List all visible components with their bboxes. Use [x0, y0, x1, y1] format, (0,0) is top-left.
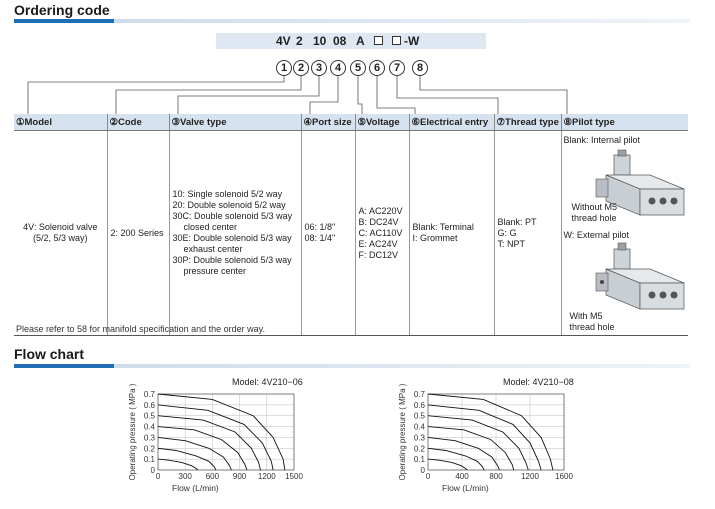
marker-2: 2	[293, 60, 309, 76]
marker-7: 7	[389, 60, 405, 76]
x-tick-label: 1500	[285, 472, 303, 481]
valve-line: closed center	[183, 222, 238, 232]
thread-line: G: G	[497, 227, 517, 238]
marker-1: 1	[276, 60, 292, 76]
electrical-line: I: Grommet	[412, 233, 458, 243]
code-part-voltage: A	[356, 34, 365, 48]
y-tick-label: 0.1	[413, 455, 425, 465]
series-line-0.7	[158, 394, 285, 470]
code-line: 2: 200 Series	[110, 227, 164, 238]
y-tick-label: 0.6	[413, 400, 425, 410]
valve-line: 10: Single solenoid 5/2 way	[172, 189, 283, 199]
x-tick-label: 1200	[257, 472, 276, 481]
voltage-line: F: DC12V	[358, 249, 399, 260]
y-tick-label: 0.3	[413, 433, 425, 443]
voltage-line: B: DC24V	[358, 216, 399, 227]
pilot-external-note	[570, 311, 615, 333]
pilot-external-note-line: thread hole	[569, 322, 615, 332]
marker-8: 8	[412, 60, 428, 76]
series-line-0.3	[428, 437, 499, 470]
code-part-series: 4V	[276, 34, 291, 48]
connector-lines	[0, 0, 715, 130]
code-part-pilot: -W	[404, 34, 420, 48]
cell-pilot-type	[561, 131, 688, 336]
port-line: 08: 1/4"	[304, 233, 336, 243]
cell-valve-type	[169, 131, 301, 336]
cell-electrical-entry	[409, 131, 494, 336]
x-tick-label: 1600	[555, 472, 573, 481]
header-thread-type: ⑦Thread type	[494, 114, 561, 131]
code-part-code: 2	[296, 34, 303, 48]
flow-chart-underline	[14, 364, 690, 368]
y-tick-label: 0.2	[143, 444, 155, 454]
flow-chart-4v210-06	[120, 374, 310, 498]
series-line-0.7	[428, 394, 553, 470]
pilot-external-note-line: With M5	[569, 311, 603, 321]
x-tick-label: 900	[232, 472, 247, 481]
model-line: (5/2, 5/3 way)	[32, 233, 88, 243]
thread-line: Blank: PT	[497, 216, 537, 227]
series-line-0.1	[428, 459, 467, 470]
plot-frame	[158, 394, 294, 470]
header-electrical-entry: ⑥Electrical entry	[409, 114, 494, 131]
electrical-line: Blank: Terminal	[412, 222, 474, 232]
marker-6: 6	[369, 60, 385, 76]
marker-3: 3	[311, 60, 327, 76]
chart-2-title: Model: 4V210−08	[503, 377, 574, 387]
header-valve-type: ③Valve type	[169, 114, 301, 131]
pilot-internal-note	[572, 202, 618, 224]
voltage-line: C: AC110V	[358, 227, 403, 238]
x-tick-label: 600	[205, 472, 220, 481]
header-port-size: ④Port size	[301, 114, 355, 131]
flow-chart-4v210-08	[390, 374, 580, 498]
pilot-external-label: W: External pilot	[563, 230, 629, 240]
ordering-code-title: Ordering code	[14, 2, 110, 18]
y-tick-label: 0.3	[143, 433, 155, 443]
manifold-note: Please refer to 58 for manifold specification and the order way.	[16, 324, 265, 334]
valve-line: 30C: Double solenoid 5/3 way	[172, 211, 293, 221]
y-tick-label: 0.6	[143, 400, 155, 410]
valve-line: 30P: Double solenoid 5/3 way	[172, 255, 292, 265]
y-axis-label: Operating pressure ( MPa )	[398, 383, 407, 481]
y-tick-label: 0.2	[413, 444, 425, 454]
external-pilot-valve-image	[590, 241, 687, 321]
series-line-0.3	[158, 437, 231, 470]
header-model: ①Model	[14, 114, 107, 131]
valve-line: 30E: Double solenoid 5/3 way	[172, 233, 292, 243]
model-line: 4V: Solenoid valve	[23, 222, 98, 232]
cell-voltage	[355, 131, 409, 336]
chart-1-title: Model: 4V210−06	[232, 377, 303, 387]
header-code: ②Code	[107, 114, 169, 131]
valve-line: 20: Double solenoid 5/2 way	[172, 200, 286, 210]
x-tick-label: 1200	[521, 472, 539, 481]
pilot-internal-label: Blank: Internal pilot	[563, 135, 641, 145]
port-line: 06: 1/8"	[304, 222, 336, 232]
pilot-internal-note-line: Without M5	[571, 202, 618, 212]
valve-line: pressure center	[183, 266, 247, 276]
y-tick-label: 0	[420, 466, 425, 475]
y-tick-label: 0.5	[413, 411, 425, 421]
y-tick-label: 0	[150, 466, 155, 475]
code-part-valve: 10	[313, 34, 327, 48]
voltage-line: E: AC24V	[358, 238, 398, 249]
pilot-internal-note-line: thread hole	[571, 213, 617, 223]
cell-code	[107, 131, 169, 336]
series-line-0.1	[158, 459, 198, 470]
x-tick-label: 0	[155, 472, 161, 481]
x-axis-label: Flow (L/min)	[442, 483, 489, 493]
y-tick-label: 0.7	[413, 390, 425, 399]
y-tick-label: 0.4	[413, 422, 425, 432]
cell-port-size	[301, 131, 355, 336]
voltage-line: A: AC220V	[358, 205, 403, 216]
y-tick-label: 0.7	[143, 390, 155, 399]
y-axis-label: Operating pressure ( MPa )	[128, 383, 137, 481]
code-part-port: 08	[333, 34, 347, 48]
header-voltage: ⑤Voltage	[355, 114, 409, 131]
marker-4: 4	[330, 60, 346, 76]
y-tick-label: 0.4	[143, 422, 155, 432]
marker-5: 5	[350, 60, 366, 76]
flow-chart-title: Flow chart	[14, 346, 85, 362]
header-pilot-type: ⑧Pilot type	[561, 114, 688, 131]
x-tick-label: 0	[425, 472, 431, 481]
thread-line: T: NPT	[497, 238, 526, 249]
x-tick-label: 800	[489, 472, 503, 481]
valve-line: exhaust center	[183, 244, 243, 254]
y-tick-label: 0.1	[143, 455, 155, 465]
x-tick-label: 400	[455, 472, 469, 481]
x-tick-label: 300	[178, 472, 192, 481]
x-axis-label: Flow (L/min)	[172, 483, 219, 493]
cell-thread-type	[494, 131, 561, 336]
ordering-spec-table	[14, 114, 688, 336]
y-tick-label: 0.5	[143, 411, 155, 421]
cell-model	[14, 131, 107, 336]
